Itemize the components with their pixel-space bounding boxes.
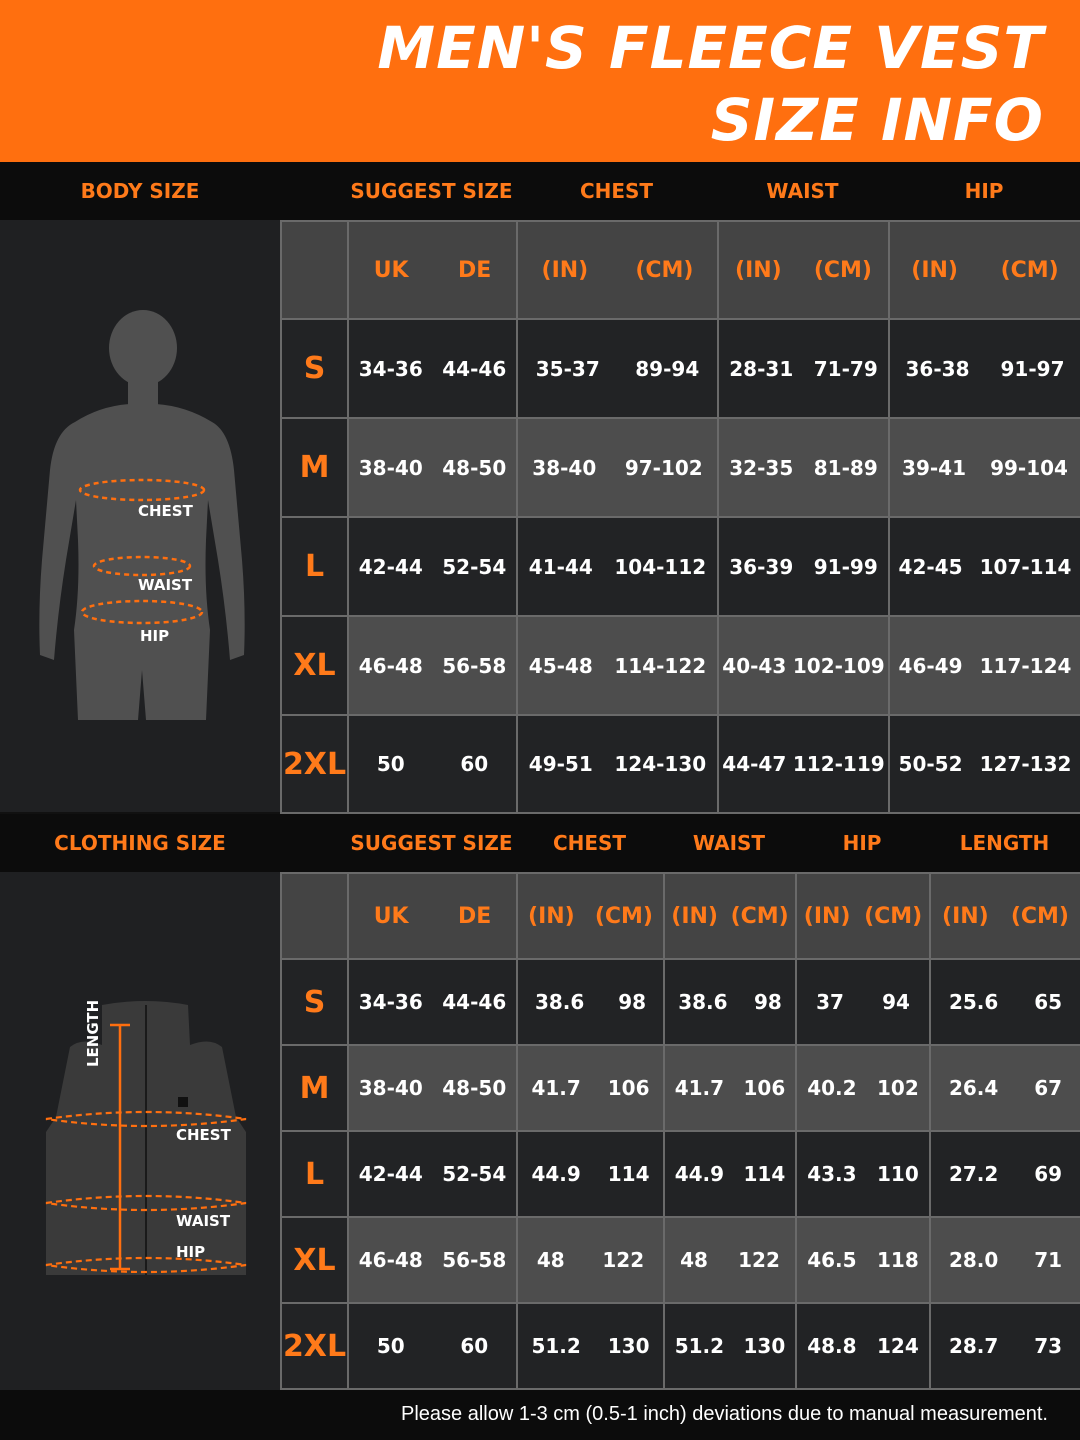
size-label: L xyxy=(304,549,325,584)
hip-cm-value: 124 xyxy=(877,1334,919,1358)
clothing-waist-in-label: (IN) xyxy=(671,903,718,929)
body-suggest-size-label: SUGGEST SIZE xyxy=(350,179,513,203)
chest-in-value: 38.6 xyxy=(534,990,585,1014)
clothing-hip-cm-label: (CM) xyxy=(864,903,923,929)
body-figure-chest-label: CHEST xyxy=(138,502,193,520)
measurement-note: Please allow 1-3 cm (0.5-1 inch) deviations due to manual measurement. xyxy=(401,1403,1048,1425)
waist-cm-value: 130 xyxy=(743,1334,786,1358)
clothing-units-size-cell xyxy=(281,873,348,959)
uk-value: 34-36 xyxy=(358,990,423,1014)
page-title-line1: MEN'S FLEECE VEST xyxy=(377,14,1044,82)
length-in-value: 26.4 xyxy=(948,1076,999,1100)
uk-value: 34-36 xyxy=(358,356,423,381)
hip-cm-value: 110 xyxy=(877,1162,919,1186)
table-row xyxy=(281,616,1080,715)
waist-in-value: 48 xyxy=(680,1248,708,1272)
table-row xyxy=(281,1045,1080,1131)
size-label: 2XL xyxy=(282,1328,347,1364)
chest-in-value: 38-40 xyxy=(532,455,597,480)
length-cm-value: 71 xyxy=(1034,1248,1063,1272)
body-hip-label: HIP xyxy=(964,179,1004,203)
uk-value: 46-48 xyxy=(358,653,423,678)
body-de-label: DE xyxy=(458,257,492,283)
hip-cm-value: 99-104 xyxy=(990,455,1068,480)
clothing-size-table xyxy=(280,872,1080,1390)
chest-cm-value: 122 xyxy=(602,1248,645,1272)
waist-cm-value: 98 xyxy=(753,990,782,1014)
table-row xyxy=(281,319,1080,418)
length-in-value: 27.2 xyxy=(948,1162,999,1186)
hip-in-value: 37 xyxy=(816,990,844,1014)
clothing-suggest-size-label: SUGGEST SIZE xyxy=(350,831,513,855)
chest-cm-value: 97-102 xyxy=(624,455,703,480)
table-row xyxy=(281,959,1080,1045)
body-uk-label: UK xyxy=(373,257,409,283)
size-label: XL xyxy=(293,648,336,683)
hip-cm-value: 91-97 xyxy=(1000,356,1065,381)
size-label: M xyxy=(299,450,330,485)
length-cm-value: 73 xyxy=(1034,1334,1063,1358)
length-cm-value: 69 xyxy=(1034,1162,1063,1186)
body-size-section-label: BODY SIZE xyxy=(80,179,200,203)
clothing-length-cm-label: (CM) xyxy=(1010,903,1069,929)
hip-cm-value: 127-132 xyxy=(979,752,1072,776)
hip-in-value: 46-49 xyxy=(898,653,963,678)
waist-in-value: 41.7 xyxy=(674,1076,725,1100)
chest-in-value: 44.9 xyxy=(531,1162,581,1186)
chest-cm-value: 98 xyxy=(618,990,647,1014)
table-row xyxy=(281,1303,1080,1389)
clothing-size-section-label: CLOTHING SIZE xyxy=(54,831,226,855)
waist-cm-value: 114 xyxy=(743,1162,786,1186)
chest-in-value: 41-44 xyxy=(528,554,593,579)
clothing-chest-in-label: (IN) xyxy=(528,903,575,929)
waist-in-value: 38.6 xyxy=(678,990,728,1014)
body-chest-label: CHEST xyxy=(579,179,654,203)
vest-figure-panel xyxy=(0,872,280,1390)
body-figure-hip-label: HIP xyxy=(140,627,170,645)
waist-in-value: 44.9 xyxy=(674,1162,725,1186)
chest-in-value: 41.7 xyxy=(531,1076,581,1100)
hip-in-value: 48.8 xyxy=(807,1334,857,1358)
waist-in-value: 51.2 xyxy=(674,1334,725,1358)
hip-cm-value: 94 xyxy=(882,990,910,1014)
clothing-uk-label: UK xyxy=(373,903,409,929)
de-value: 56-58 xyxy=(442,653,507,678)
chest-cm-value: 124-130 xyxy=(614,752,707,776)
size-label: S xyxy=(303,351,326,386)
uk-value: 38-40 xyxy=(358,1076,423,1100)
uk-value: 42-44 xyxy=(358,1162,423,1186)
uk-value: 38-40 xyxy=(358,455,423,480)
clothing-size-header xyxy=(0,814,1080,872)
de-value: 60 xyxy=(460,1334,489,1358)
uk-value: 50 xyxy=(376,1334,405,1358)
hip-cm-value: 117-124 xyxy=(979,653,1072,678)
waist-in-value: 28-31 xyxy=(729,356,794,381)
body-figure-panel xyxy=(0,220,280,812)
body-hip-cm-label: (CM) xyxy=(1000,257,1059,283)
table-row xyxy=(281,1217,1080,1303)
waist-in-value: 44-47 xyxy=(722,752,787,776)
length-in-value: 25.6 xyxy=(948,990,999,1014)
size-label: XL xyxy=(293,1242,336,1278)
hip-in-value: 40.2 xyxy=(807,1076,857,1100)
hip-in-value: 46.5 xyxy=(807,1248,857,1272)
body-chest-in-label: (IN) xyxy=(541,257,589,283)
clothing-waist-label: WAIST xyxy=(692,831,766,855)
waist-cm-value: 81-89 xyxy=(813,455,878,480)
chest-in-value: 51.2 xyxy=(531,1334,581,1358)
body-size-table xyxy=(280,220,1080,814)
hip-in-value: 50-52 xyxy=(898,752,963,776)
clothing-de-label: DE xyxy=(458,903,492,929)
chest-in-value: 45-48 xyxy=(528,653,593,678)
vest-figure-length-label: LENGTH xyxy=(84,999,102,1067)
de-value: 48-50 xyxy=(442,455,507,480)
waist-cm-value: 71-79 xyxy=(813,356,878,381)
chest-cm-value: 106 xyxy=(607,1076,650,1100)
waist-cm-value: 102-109 xyxy=(792,653,885,678)
clothing-length-in-label: (IN) xyxy=(942,903,989,929)
de-value: 44-46 xyxy=(442,356,507,381)
chest-in-value: 48 xyxy=(536,1248,565,1272)
length-in-value: 28.7 xyxy=(948,1334,999,1358)
size-label: M xyxy=(299,1070,330,1106)
chest-in-value: 35-37 xyxy=(535,356,600,381)
uk-value: 46-48 xyxy=(358,1248,423,1272)
size-label: S xyxy=(303,984,326,1020)
clothing-units-row xyxy=(281,873,1080,959)
de-value: 52-54 xyxy=(442,1162,507,1186)
chest-cm-value: 104-112 xyxy=(614,554,707,579)
vest-figure-waist-label: WAIST xyxy=(176,1212,231,1230)
clothing-chest-label: CHEST xyxy=(552,831,627,855)
hip-in-value: 42-45 xyxy=(898,554,963,579)
hip-cm-value: 102 xyxy=(877,1076,919,1100)
table-row xyxy=(281,1131,1080,1217)
hip-cm-value: 118 xyxy=(877,1248,919,1272)
chest-cm-value: 114-122 xyxy=(614,653,707,678)
size-label: 2XL xyxy=(282,746,347,782)
waist-cm-value: 106 xyxy=(743,1076,786,1100)
clothing-hip-label: HIP xyxy=(842,831,882,855)
length-in-value: 28.0 xyxy=(948,1248,999,1272)
hip-in-value: 39-41 xyxy=(902,455,966,480)
body-waist-in-label: (IN) xyxy=(735,257,782,283)
chest-cm-value: 89-94 xyxy=(635,356,700,381)
de-value: 60 xyxy=(460,752,489,776)
size-label: L xyxy=(304,1156,325,1192)
waist-in-value: 32-35 xyxy=(729,455,794,480)
hip-in-value: 36-38 xyxy=(905,356,970,381)
de-value: 52-54 xyxy=(442,554,507,579)
vest-figure-hip-label: HIP xyxy=(176,1243,206,1261)
table-row xyxy=(281,715,1080,813)
table-row xyxy=(281,517,1080,616)
hip-cm-value: 107-114 xyxy=(979,554,1072,579)
hip-in-value: 43.3 xyxy=(807,1162,857,1186)
title-banner xyxy=(0,0,1080,162)
de-value: 56-58 xyxy=(442,1248,507,1272)
body-waist-cm-label: (CM) xyxy=(813,257,872,283)
chest-in-value: 49-51 xyxy=(528,752,593,776)
vest-figure-chest-label: CHEST xyxy=(176,1126,231,1144)
waist-cm-value: 112-119 xyxy=(792,752,885,776)
waist-in-value: 40-43 xyxy=(722,653,787,678)
table-row xyxy=(281,418,1080,517)
clothing-chest-cm-label: (CM) xyxy=(594,903,653,929)
uk-value: 42-44 xyxy=(358,554,423,579)
de-value: 48-50 xyxy=(442,1076,507,1100)
body-size-header xyxy=(0,162,1080,220)
waist-cm-value: 122 xyxy=(738,1248,780,1272)
uk-value: 50 xyxy=(376,752,405,776)
de-value: 44-46 xyxy=(442,990,507,1014)
chest-cm-value: 114 xyxy=(607,1162,650,1186)
clothing-hip-in-label: (IN) xyxy=(803,903,851,929)
waist-cm-value: 91-99 xyxy=(813,554,878,579)
clothing-length-label: LENGTH xyxy=(959,831,1050,855)
footer-bar xyxy=(0,1390,1080,1440)
waist-in-value: 36-39 xyxy=(729,554,794,579)
body-units-row xyxy=(281,221,1080,319)
body-hip-in-label: (IN) xyxy=(911,257,958,283)
body-chest-cm-label: (CM) xyxy=(635,257,694,283)
body-waist-label: WAIST xyxy=(766,179,839,203)
length-cm-value: 67 xyxy=(1034,1076,1063,1100)
length-cm-value: 65 xyxy=(1034,990,1063,1014)
clothing-waist-cm-label: (CM) xyxy=(730,903,789,929)
body-units-size-cell xyxy=(281,221,348,319)
body-figure-waist-label: WAIST xyxy=(138,576,193,594)
page-title-line2: SIZE INFO xyxy=(710,86,1044,154)
chest-cm-value: 130 xyxy=(607,1334,650,1358)
